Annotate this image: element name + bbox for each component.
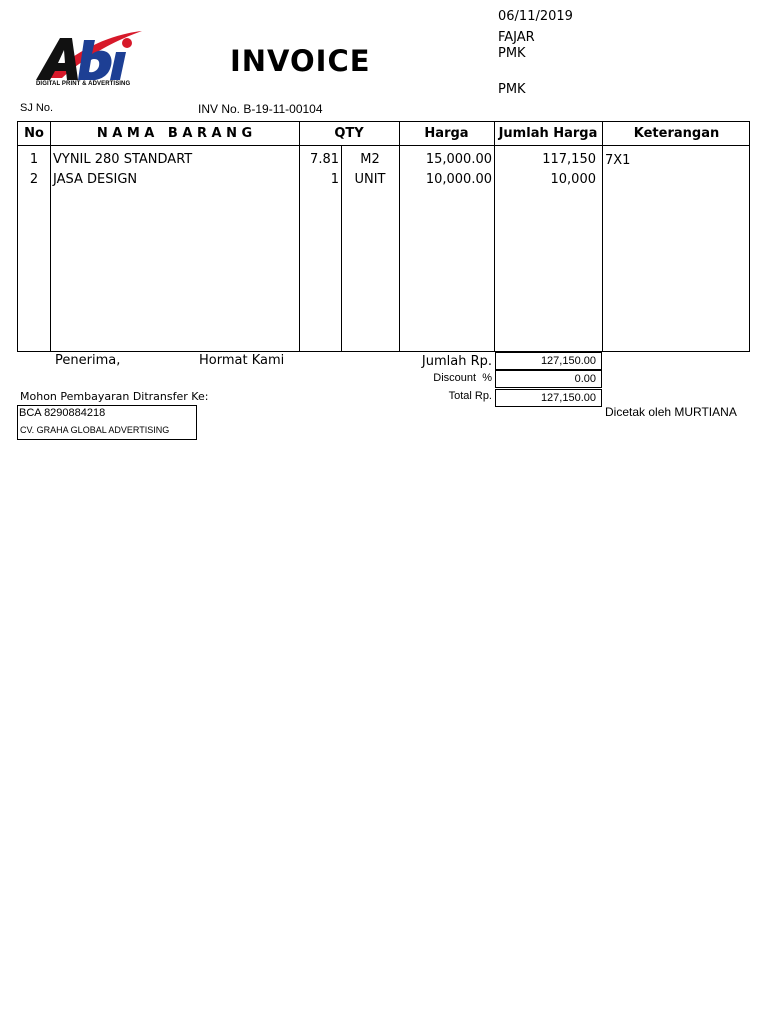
- total-box: [495, 389, 602, 407]
- penerima-label: Penerima,: [55, 353, 121, 368]
- total-value: 127,150.00: [540, 392, 596, 404]
- row-1-jumlah: 117,150: [542, 152, 596, 167]
- invoice-number: INV No. B-19-11-00104: [198, 102, 323, 116]
- header-harga: Harga: [424, 126, 469, 141]
- hormat-kami-label: Hormat Kami: [199, 353, 285, 368]
- logo-tagline: DIGITAL PRINT & ADVERTISING: [36, 81, 131, 87]
- printed-by: Dicetak oleh MURTIANA: [605, 405, 737, 419]
- row-1-keterangan: 7X1: [605, 153, 631, 168]
- row-1-no: 1: [29, 152, 39, 167]
- row-2-harga: 10,000.00: [425, 172, 492, 187]
- row-1-qty: 7.81: [310, 152, 339, 167]
- invoice-date: 06/11/2019: [498, 9, 573, 24]
- invoice-title: INVOICE: [230, 44, 371, 78]
- discount-box: [495, 370, 602, 388]
- header-qty: QTY: [334, 126, 364, 141]
- header-no: No: [24, 126, 44, 141]
- row-1-nama: VYNIL 280 STANDART: [53, 152, 193, 167]
- row-1-unit: M2: [360, 152, 380, 167]
- customer-city-secondary: PMK: [498, 82, 526, 97]
- discount-value: 0.00: [574, 373, 596, 385]
- jumlah-box: [495, 352, 602, 370]
- bank-holder: CV. GRAHA GLOBAL ADVERTISING: [20, 425, 170, 435]
- row-2-no: 2: [29, 172, 39, 187]
- bank-account: BCA 8290884218: [19, 407, 106, 419]
- customer-city: PMK: [498, 46, 526, 61]
- bank-info-box: [17, 405, 197, 440]
- row-1-harga: 15,000.00: [425, 152, 492, 167]
- header-nama-barang: N A M A B A R A N G: [96, 126, 253, 141]
- customer-name: FAJAR: [498, 30, 535, 45]
- sj-number-label: SJ No.: [20, 102, 54, 114]
- header-jumlah-harga: Jumlah Harga: [498, 126, 598, 141]
- payment-instruction: Mohon Pembayaran Ditransfer Ke:: [20, 390, 209, 403]
- header-keterangan: Keterangan: [633, 126, 720, 141]
- jumlah-value: 127,150.00: [540, 355, 596, 367]
- jumlah-label: Jumlah Rp.: [421, 354, 492, 369]
- total-label: Total Rp.: [448, 390, 492, 402]
- items-table: [17, 121, 750, 352]
- row-2-qty: 1: [330, 172, 339, 187]
- discount-label: Discount %: [433, 372, 492, 384]
- row-2-jumlah: 10,000: [550, 172, 596, 187]
- row-2-unit: UNIT: [354, 172, 386, 187]
- row-2-nama: JASA DESIGN: [53, 172, 138, 187]
